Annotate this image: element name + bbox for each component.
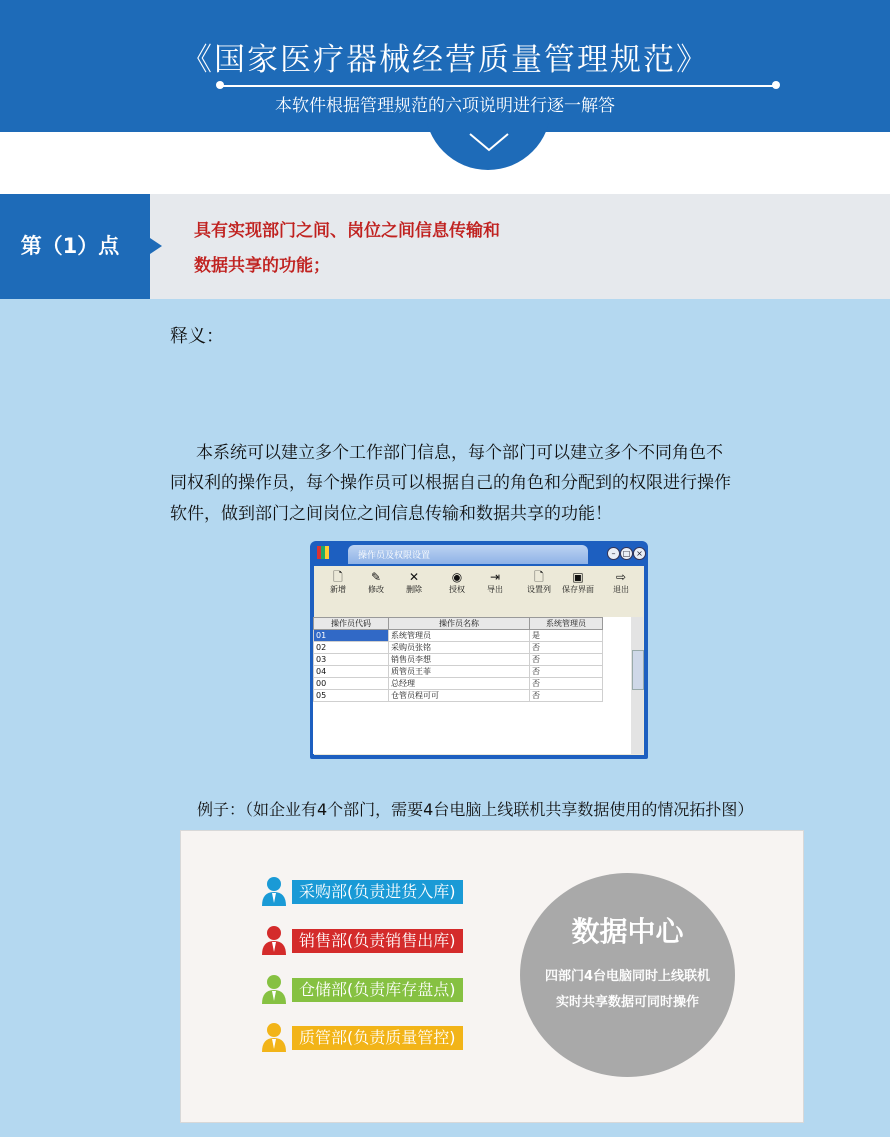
toolbar-authorize-button[interactable]: ◉ 授权: [440, 570, 474, 595]
toolbar-export-button[interactable]: ⇥ 导出: [478, 570, 512, 595]
divider-dot-left: [216, 81, 224, 89]
chevron-down-icon: [468, 132, 510, 154]
toolbar-save-layout-button[interactable]: ▣ 保存界面: [558, 570, 598, 595]
delete-icon: ✕: [408, 570, 420, 584]
point-text-line2: 数据共享的功能；: [194, 256, 330, 276]
dept-sales-label: 销售部(负责销售出库): [292, 929, 463, 953]
dept-purchasing-label: 采购部(负责进货入库): [292, 880, 463, 904]
app-icon: [317, 546, 329, 559]
scrollbar-thumb[interactable]: [632, 650, 644, 690]
export-icon: ⇥: [489, 570, 501, 584]
person-icon: [261, 925, 287, 955]
table-row[interactable]: 02 采购员张铭 否: [314, 642, 603, 654]
dept-warehouse-label: 仓储部(负责库存盘点): [292, 978, 463, 1002]
explanation-label: 释义：: [170, 326, 224, 347]
toolbar-delete-button[interactable]: ✕ 删除: [397, 570, 431, 595]
maximize-icon[interactable]: □: [620, 547, 633, 560]
table-row[interactable]: 03 销售员李想 否: [314, 654, 603, 666]
binoculars-icon: ◉: [451, 570, 463, 584]
data-center-title: 数据中心: [571, 915, 684, 948]
table-row[interactable]: 00 总经理 否: [314, 678, 603, 690]
edit-icon: ✎: [370, 570, 382, 584]
page-subtitle: 本软件根据管理规范的六项说明进行逐一解答: [275, 96, 615, 116]
table-row[interactable]: 04 质管员王菲 否: [314, 666, 603, 678]
person-icon: [261, 876, 287, 906]
save-icon: ▣: [572, 570, 584, 584]
paragraph-line: 本系统可以建立多个工作部门信息，每个部门可以建立多个不同角色不: [196, 443, 723, 463]
toolbar-columns-button[interactable]: 🗋 设置列: [522, 570, 556, 595]
close-icon[interactable]: ×: [633, 547, 646, 560]
table-row[interactable]: 01 系统管理员 是: [314, 630, 603, 642]
example-caption: 例子：（如企业有4个部门，需要4台电脑上线联机共享数据使用的情况拓扑图）: [197, 800, 754, 819]
divider-dot-right: [772, 81, 780, 89]
window-title: 操作员及权限设置: [358, 551, 431, 561]
toolbar-exit-button[interactable]: ⇨ 退出: [604, 570, 638, 595]
table-row[interactable]: 05 仓管员程可可 否: [314, 690, 603, 702]
data-center-line1: 四部门4台电脑同时上线联机: [544, 969, 711, 984]
point-text-line1: 具有实现部门之间、岗位之间信息传输和: [194, 221, 500, 241]
new-doc-icon: 🗋: [333, 570, 343, 584]
data-center-line2: 实时共享数据可同时操作: [555, 995, 699, 1010]
table-header-row: [314, 618, 603, 630]
dept-quality-label: 质管部(负责质量管控): [292, 1026, 463, 1050]
paragraph-line: 软件，做到部门之间岗位之间信息传输和数据共享的功能！: [170, 504, 612, 524]
title-divider: [222, 85, 778, 87]
person-icon: [261, 974, 287, 1004]
minimize-icon[interactable]: –: [607, 547, 620, 560]
column-header[interactable]: 操作员名称: [389, 618, 530, 630]
point-label: 第（1）点: [20, 234, 120, 258]
settings-doc-icon: 🗋: [534, 570, 544, 584]
page-title: 《国家医疗器械经营质量管理规范》: [181, 42, 709, 78]
exit-icon: ⇨: [615, 570, 627, 584]
column-header[interactable]: 系统管理员: [530, 618, 603, 630]
toolbar-edit-button[interactable]: ✎ 修改: [359, 570, 393, 595]
toolbar-new-button[interactable]: 🗋 新增: [321, 570, 355, 595]
person-icon: [261, 1022, 287, 1052]
column-header[interactable]: 操作员代码: [314, 618, 389, 630]
arrow-right-icon: [150, 238, 162, 254]
operator-table: [313, 617, 603, 702]
paragraph-line: 同权利的操作员，每个操作员可以根据自己的角色和分配到的权限进行操作: [170, 473, 731, 493]
